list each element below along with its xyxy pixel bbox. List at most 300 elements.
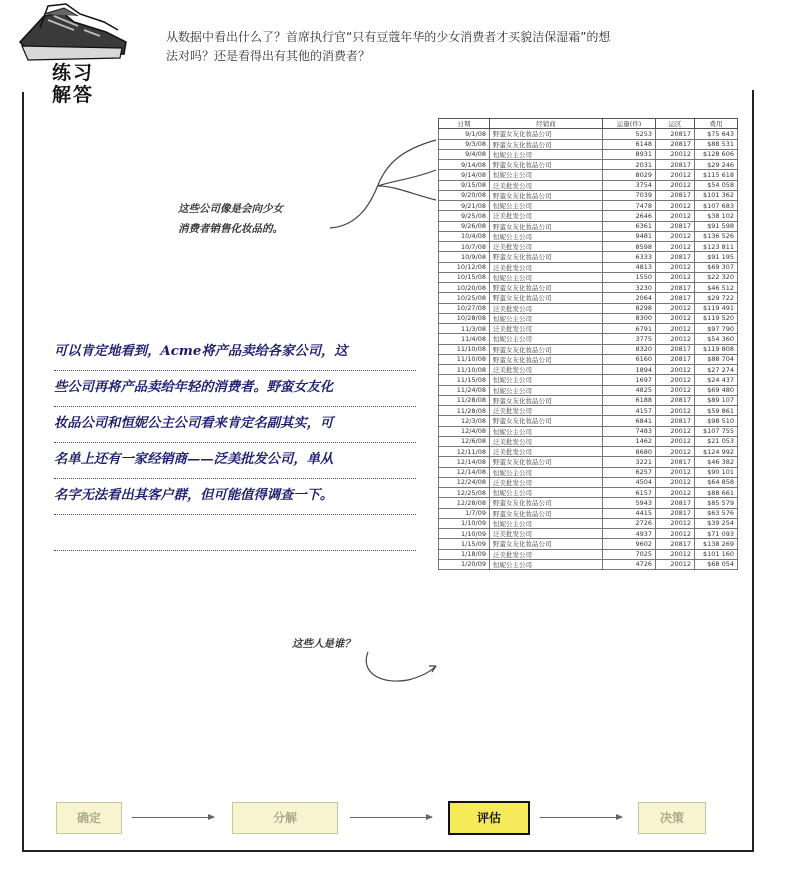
table-cell: 泛美批发公司: [490, 211, 603, 221]
table-cell: 8298: [603, 303, 656, 313]
brace-connector: [330, 140, 436, 228]
table-cell: 8320: [603, 344, 656, 354]
table-cell: 1/18/09: [439, 549, 490, 559]
table-cell: 9/14/08: [439, 160, 490, 170]
table-cell: $22 320: [695, 272, 738, 282]
table-cell: 9/20/08: [439, 190, 490, 200]
table-row: [439, 252, 738, 262]
table-cell: 3230: [603, 283, 656, 293]
table-cell: 野蛮女友化妆品公司: [490, 344, 603, 354]
table-cell: $54 058: [695, 180, 738, 190]
table-row: [439, 344, 738, 354]
table-cell: 3754: [603, 180, 656, 190]
table-cell: $69 307: [695, 262, 738, 272]
table-cell: $90 101: [695, 467, 738, 477]
brace-connector: [378, 186, 436, 200]
table-row: [439, 354, 738, 364]
table-cell: 4937: [603, 529, 656, 539]
table-cell: $138 269: [695, 539, 738, 549]
table-cell: 野蛮女友化妆品公司: [490, 293, 603, 303]
table-cell: 20817: [656, 508, 695, 518]
table-cell: 20012: [656, 211, 695, 221]
table-cell: 2646: [603, 211, 656, 221]
table-cell: 1462: [603, 436, 656, 446]
table-row: [439, 334, 738, 344]
table-cell: $39 254: [695, 518, 738, 528]
table-cell: 20012: [656, 549, 695, 559]
table-cell: 恒妮公主公司: [490, 272, 603, 282]
sales-table: [438, 118, 738, 570]
table-row: [439, 303, 738, 313]
who-arrow-head: [429, 666, 436, 672]
table-cell: 9/15/08: [439, 180, 490, 190]
table-cell: 20012: [656, 242, 695, 252]
teen-note-line-1: 这些公司像是会向少女: [178, 203, 283, 215]
table-row: [439, 231, 738, 241]
table-cell: $119 520: [695, 313, 738, 323]
table-cell: 20012: [656, 313, 695, 323]
table-cell: 20012: [656, 365, 695, 375]
table-cell: $91 195: [695, 252, 738, 262]
table-cell: 野蛮女友化妆品公司: [490, 129, 603, 139]
table-cell: 1/15/09: [439, 539, 490, 549]
table-row: [439, 447, 738, 457]
table-row: [439, 416, 738, 426]
table-cell: 11/28/08: [439, 406, 490, 416]
table-cell: 7025: [603, 549, 656, 559]
table-cell: 11/10/08: [439, 365, 490, 375]
table-row: [439, 529, 738, 539]
table-cell: 6188: [603, 395, 656, 405]
table-cell: 10/28/08: [439, 313, 490, 323]
step-arrow-icon: [540, 817, 622, 818]
table-row: [439, 221, 738, 231]
page-border-left: [22, 92, 24, 852]
table-cell: 20012: [656, 170, 695, 180]
table-cell: 10/9/08: [439, 252, 490, 262]
table-cell: 野蛮女友化妆品公司: [490, 283, 603, 293]
table-cell: 恒妮公主公司: [490, 467, 603, 477]
table-cell: 恒妮公主公司: [490, 518, 603, 528]
table-cell: 8029: [603, 170, 656, 180]
process-steps: [0, 800, 792, 836]
table-cell: 野蛮女友化妆品公司: [490, 139, 603, 149]
table-cell: $124 992: [695, 447, 738, 457]
table-cell: $98 510: [695, 416, 738, 426]
table-cell: 20817: [656, 457, 695, 467]
table-cell: 20012: [656, 231, 695, 241]
table-cell: $88 531: [695, 139, 738, 149]
table-cell: 恒妮公主公司: [490, 201, 603, 211]
table-cell: 20817: [656, 252, 695, 262]
table-cell: 20012: [656, 262, 695, 272]
table-cell: 1/7/09: [439, 508, 490, 518]
table-cell: 20012: [656, 529, 695, 539]
table-cell: 恒妮公主公司: [490, 488, 603, 498]
table-cell: 泛美批发公司: [490, 324, 603, 334]
table-body: [439, 129, 738, 570]
table-header-row: [439, 119, 738, 129]
table-row: [439, 508, 738, 518]
table-cell: 20012: [656, 303, 695, 313]
table-row: [439, 467, 738, 477]
table-cell: 10/12/08: [439, 262, 490, 272]
step-evaluate: 评估: [448, 801, 530, 835]
table-row: [439, 436, 738, 446]
table-cell: 12/11/08: [439, 447, 490, 457]
table-cell: 3775: [603, 334, 656, 344]
table-cell: 10/20/08: [439, 283, 490, 293]
table-cell: 泛美批发公司: [490, 436, 603, 446]
table-cell: 恒妮公主公司: [490, 559, 603, 569]
table-cell: $46 512: [695, 283, 738, 293]
answer-line: 名字无法看出其客户群，但可能值得调查一下。: [54, 482, 416, 515]
table-cell: $85 579: [695, 498, 738, 508]
table-cell: 野蛮女友化妆品公司: [490, 498, 603, 508]
table-cell: 8300: [603, 313, 656, 323]
table-row: [439, 324, 738, 334]
table-cell: 20817: [656, 344, 695, 354]
table-cell: 10/25/08: [439, 293, 490, 303]
table-cell: 12/4/08: [439, 426, 490, 436]
table-cell: 4504: [603, 477, 656, 487]
table-cell: 4157: [603, 406, 656, 416]
table-cell: $21 053: [695, 436, 738, 446]
table-cell: 泛美批发公司: [490, 180, 603, 190]
table-cell: 泛美批发公司: [490, 262, 603, 272]
table-cell: 12/6/08: [439, 436, 490, 446]
step-decide: 决策: [638, 802, 706, 834]
table-row: [439, 262, 738, 272]
table-cell: 2064: [603, 293, 656, 303]
table-cell: 20817: [656, 129, 695, 139]
table-cell: $89 107: [695, 395, 738, 405]
table-cell: $128 606: [695, 149, 738, 159]
table-row: [439, 477, 738, 487]
table-row: [439, 518, 738, 528]
table-cell: 6257: [603, 467, 656, 477]
table-cell: 20012: [656, 518, 695, 528]
table-cell: 2726: [603, 518, 656, 528]
table-cell: 6160: [603, 354, 656, 364]
table-cell: $123 811: [695, 242, 738, 252]
table-cell: 泛美批发公司: [490, 477, 603, 487]
table-row: [439, 488, 738, 498]
table-cell: 11/4/08: [439, 334, 490, 344]
table-cell: 20817: [656, 293, 695, 303]
table-cell: 9/14/08: [439, 170, 490, 180]
column-header: 日期: [439, 119, 490, 129]
column-header: 运区: [656, 119, 695, 129]
table-row: [439, 365, 738, 375]
table-cell: 恒妮公主公司: [490, 170, 603, 180]
table-cell: 9/3/08: [439, 139, 490, 149]
table-cell: 野蛮女友化妆品公司: [490, 160, 603, 170]
table-cell: $27 274: [695, 365, 738, 375]
table-cell: 11/10/08: [439, 344, 490, 354]
table-row: [439, 539, 738, 549]
page-border-bottom: [22, 850, 754, 852]
table-cell: $38 102: [695, 211, 738, 221]
page-border-right: [752, 90, 754, 852]
table-cell: 野蛮女友化妆品公司: [490, 190, 603, 200]
table-cell: $46 382: [695, 457, 738, 467]
table-cell: 20012: [656, 180, 695, 190]
table-cell: $107 755: [695, 426, 738, 436]
table-cell: $29 722: [695, 293, 738, 303]
table-cell: 6157: [603, 488, 656, 498]
table-cell: 20012: [656, 447, 695, 457]
table-cell: 野蛮女友化妆品公司: [490, 539, 603, 549]
exercise-solution-badge: [52, 62, 94, 106]
table-row: [439, 406, 738, 416]
table-cell: 10/27/08: [439, 303, 490, 313]
table-row: [439, 272, 738, 282]
table-cell: $119 808: [695, 344, 738, 354]
table-cell: 1/10/09: [439, 518, 490, 528]
table-cell: 恒妮公主公司: [490, 149, 603, 159]
table-cell: $91 598: [695, 221, 738, 231]
table-cell: $68 054: [695, 559, 738, 569]
table-cell: 9/21/08: [439, 201, 490, 211]
who-are-they-note: 这些人是谁？: [292, 638, 355, 650]
table-row: [439, 293, 738, 303]
table-cell: 1/20/09: [439, 559, 490, 569]
table-cell: 20817: [656, 416, 695, 426]
table-cell: 野蛮女友化妆品公司: [490, 508, 603, 518]
table-cell: 恒妮公主公司: [490, 426, 603, 436]
table-cell: $24 437: [695, 375, 738, 385]
table-cell: $29 246: [695, 160, 738, 170]
table-cell: 8598: [603, 242, 656, 252]
table-cell: 6333: [603, 252, 656, 262]
table-cell: 12/3/08: [439, 416, 490, 426]
table-cell: 20012: [656, 334, 695, 344]
table-cell: 泛美批发公司: [490, 365, 603, 375]
table-cell: 10/4/08: [439, 231, 490, 241]
table-cell: $71 093: [695, 529, 738, 539]
table-cell: 20012: [656, 406, 695, 416]
answer-line: 妆品公司和恒妮公主公司看来肯定名副其实，可: [54, 410, 416, 443]
question-line-2: 法对吗？还是看得出有其他的消费者？: [166, 49, 371, 63]
table-cell: 20012: [656, 375, 695, 385]
table-cell: 8931: [603, 149, 656, 159]
table-row: [439, 385, 738, 395]
table-cell: $101 362: [695, 190, 738, 200]
table-row: [439, 313, 738, 323]
table-cell: 野蛮女友化妆品公司: [490, 457, 603, 467]
table-cell: $136 526: [695, 231, 738, 241]
table-cell: 1550: [603, 272, 656, 282]
table-cell: 4813: [603, 262, 656, 272]
table-cell: 20817: [656, 539, 695, 549]
table-row: [439, 170, 738, 180]
table-cell: 20817: [656, 139, 695, 149]
table-row: [439, 129, 738, 139]
table-cell: 20817: [656, 190, 695, 200]
table-cell: 4825: [603, 385, 656, 395]
handwritten-answer: [54, 338, 416, 551]
table-row: [439, 457, 738, 467]
teen-companies-note: [178, 199, 283, 239]
table-cell: 20012: [656, 559, 695, 569]
who-arrow: [366, 652, 436, 681]
table-cell: 20817: [656, 283, 695, 293]
table-cell: 6361: [603, 221, 656, 231]
table-cell: 9/25/08: [439, 211, 490, 221]
step-define: 确定: [56, 802, 122, 834]
table-row: [439, 375, 738, 385]
table-cell: 12/14/08: [439, 467, 490, 477]
table-cell: 9/1/08: [439, 129, 490, 139]
table-cell: 11/15/08: [439, 375, 490, 385]
badge-line-2: 解答: [52, 84, 95, 106]
badge-line-1: 练习: [52, 62, 95, 84]
table-cell: 7483: [603, 426, 656, 436]
table-cell: 12/24/08: [439, 477, 490, 487]
table-cell: 20012: [656, 385, 695, 395]
table-cell: 20817: [656, 160, 695, 170]
table-cell: 8680: [603, 447, 656, 457]
table-cell: $101 160: [695, 549, 738, 559]
teen-note-line-2: 消费者销售化妆品的。: [178, 223, 283, 235]
table-cell: 泛美批发公司: [490, 303, 603, 313]
table-row: [439, 160, 738, 170]
table-cell: 20817: [656, 498, 695, 508]
table-row: [439, 283, 738, 293]
table-cell: 10/15/08: [439, 272, 490, 282]
table-cell: 9/4/08: [439, 149, 490, 159]
answer-line: 名单上还有一家经销商——泛美批发公司，单从: [54, 446, 416, 479]
table-cell: 20012: [656, 488, 695, 498]
column-header: 费用: [695, 119, 738, 129]
table-cell: 泛美批发公司: [490, 406, 603, 416]
table-cell: 野蛮女友化妆品公司: [490, 416, 603, 426]
table-cell: 11/24/08: [439, 385, 490, 395]
table-row: [439, 395, 738, 405]
table-row: [439, 139, 738, 149]
table-cell: $88 661: [695, 488, 738, 498]
table-cell: 野蛮女友化妆品公司: [490, 395, 603, 405]
table-cell: 20012: [656, 436, 695, 446]
table-row: [439, 180, 738, 190]
table-cell: 9/26/08: [439, 221, 490, 231]
table-cell: 9481: [603, 231, 656, 241]
table-cell: 11/3/08: [439, 324, 490, 334]
table-cell: 20817: [656, 221, 695, 231]
table-cell: 6791: [603, 324, 656, 334]
column-header: 经销商: [490, 119, 603, 129]
table-row: [439, 190, 738, 200]
table-cell: 12/28/08: [439, 498, 490, 508]
table-cell: 泛美批发公司: [490, 529, 603, 539]
brace-connector: [378, 170, 436, 186]
step-arrow-icon: [350, 817, 432, 818]
table-cell: 11/10/08: [439, 354, 490, 364]
answer-line: [54, 518, 416, 551]
table-cell: 1/10/09: [439, 529, 490, 539]
table-cell: 泛美批发公司: [490, 242, 603, 252]
table-cell: $63 576: [695, 508, 738, 518]
table-cell: $88 704: [695, 354, 738, 364]
table-cell: 11/28/08: [439, 395, 490, 405]
table-cell: 恒妮公主公司: [490, 375, 603, 385]
table-cell: 泛美批发公司: [490, 447, 603, 457]
step-arrow-icon: [132, 817, 214, 818]
question-line-1: 从数据中看出什么了？首席执行官“只有豆蔻年华的少女消费者才买貌洁保湿霜”的想: [166, 30, 611, 44]
table-cell: 9602: [603, 539, 656, 549]
table-cell: $75 643: [695, 129, 738, 139]
table-cell: 4726: [603, 559, 656, 569]
table-cell: 20012: [656, 272, 695, 282]
answer-line: 可以肯定地看到，Acme将产品卖给各家公司，这: [54, 338, 416, 371]
table-cell: 野蛮女友化妆品公司: [490, 221, 603, 231]
table-cell: 泛美批发公司: [490, 549, 603, 559]
table-cell: 4415: [603, 508, 656, 518]
table-cell: 1697: [603, 375, 656, 385]
table-row: [439, 201, 738, 211]
sales-spreadsheet: [438, 118, 738, 570]
table-cell: 5943: [603, 498, 656, 508]
table-cell: $59 861: [695, 406, 738, 416]
table-cell: 6841: [603, 416, 656, 426]
table-cell: 3221: [603, 457, 656, 467]
table-cell: 恒妮公主公司: [490, 231, 603, 241]
table-row: [439, 426, 738, 436]
table-cell: 20817: [656, 354, 695, 364]
table-cell: 12/14/08: [439, 457, 490, 467]
table-cell: 20012: [656, 201, 695, 211]
table-cell: 5253: [603, 129, 656, 139]
column-header: 运量(件): [603, 119, 656, 129]
exercise-question: [166, 28, 742, 66]
table-row: [439, 149, 738, 159]
table-cell: 20012: [656, 477, 695, 487]
table-cell: 野蛮女友化妆品公司: [490, 354, 603, 364]
table-cell: 恒妮公主公司: [490, 385, 603, 395]
table-cell: 野蛮女友化妆品公司: [490, 252, 603, 262]
table-row: [439, 498, 738, 508]
table-cell: 20012: [656, 324, 695, 334]
table-cell: $107 683: [695, 201, 738, 211]
table-row: [439, 242, 738, 252]
table-cell: $115 618: [695, 170, 738, 180]
table-cell: 10/7/08: [439, 242, 490, 252]
table-cell: 恒妮公主公司: [490, 313, 603, 323]
table-cell: $64 858: [695, 477, 738, 487]
table-cell: 20012: [656, 467, 695, 477]
table-cell: 20817: [656, 395, 695, 405]
table-cell: $69 480: [695, 385, 738, 395]
table-row: [439, 211, 738, 221]
table-cell: 20012: [656, 426, 695, 436]
table-cell: $54 360: [695, 334, 738, 344]
table-cell: $119 491: [695, 303, 738, 313]
answer-line: 些公司再将产品卖给年轻的消费者。野蛮女友化: [54, 374, 416, 407]
step-breakdown: 分解: [232, 802, 338, 834]
table-cell: 2031: [603, 160, 656, 170]
table-cell: 7478: [603, 201, 656, 211]
table-cell: 20012: [656, 149, 695, 159]
table-cell: 6148: [603, 139, 656, 149]
table-row: [439, 559, 738, 569]
table-cell: $97 790: [695, 324, 738, 334]
table-cell: 7039: [603, 190, 656, 200]
table-cell: 恒妮公主公司: [490, 334, 603, 344]
table-cell: 12/25/08: [439, 488, 490, 498]
table-row: [439, 549, 738, 559]
table-cell: 1894: [603, 365, 656, 375]
